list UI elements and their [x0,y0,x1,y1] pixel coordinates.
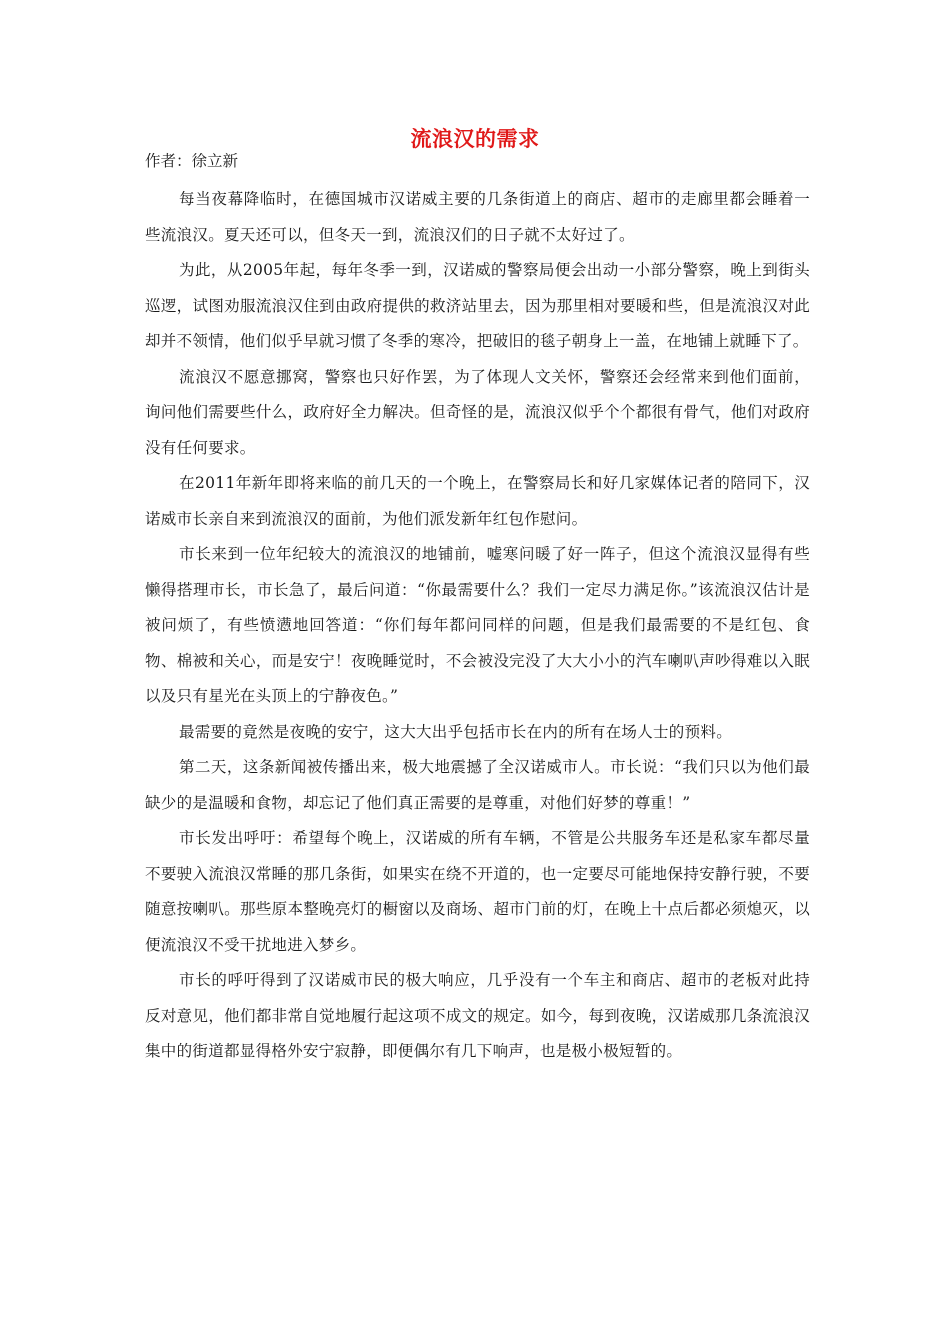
article-body [145,182,810,1070]
paragraph: 为此，从2005年起，每年冬季一到，汉诺威的警察局便会出动一小部分警察，晚上到街头巡逻，试图劝服流浪汉住到由政府提供的救济站里去，因为那里相对要暖和些，但是流浪汉对此却并不领情，他们似乎早就习惯了冬季的寒冷，把破旧的毯子朝身上一盖，在地铺上就睡下了。 [145,261,810,350]
paragraph: 市长发出呼吁：希望每个晚上，汉诺威的所有车辆，不管是公共服务车还是私家车都尽量不要驶入流浪汉常睡的那几条街，如果实在绕不开道的，也一定要尽可能地保持安静行驶，不要随意按喇叭。那些原本整晚亮灯的橱窗以及商场、超市门前的灯，在晚上十点后都必须熄灭，以便流浪汉不受干扰地进入梦乡。 [145,829,810,954]
paragraph: 市长来到一位年纪较大的流浪汉的地铺前，嘘寒问暖了好一阵子，但这个流浪汉显得有些懒得搭理市长，市长急了，最后问道：“你最需要什么？我们一定尽力满足你。”该流浪汉估计是被问烦了，有些愤懑地回答道：“你们每年都问同样的问题，但是我们最需要的不是红包、食物、棉被和关心，而是安宁！夜晚睡觉时，不会被没完没了大大小小的汽车喇叭声吵得难以入眠以及只有星光在头顶上的宁静夜色。” [145,545,810,705]
article-title: 流浪汉的需求 [410,127,540,151]
paragraph: 每当夜幕降临时，在德国城市汉诺威主要的几条街道上的商店、超市的走廊里都会睡着一些流浪汉。夏天还可以，但冬天一到，流浪汉们的日子就不太好过了。 [145,190,810,244]
paragraph: 流浪汉不愿意挪窝，警察也只好作罢，为了体现人文关怀，警察还会经常来到他们面前，询问他们需要些什么，政府好全力解决。但奇怪的是，流浪汉似乎个个都很有骨气，他们对政府没有任何要求。 [145,367,810,457]
paragraph: 最需要的竟然是夜晚的安宁，这大大出乎包括市长在内的所有在场人士的预料。 [179,722,733,741]
paragraph: 第二天，这条新闻被传播出来，极大地震撼了全汉诺威市人。市长说：“我们只以为他们最缺少的是温暖和食物，却忘记了他们真正需要的是尊重，对他们好梦的尊重！” [145,758,810,812]
paragraph: 市长的呼吁得到了汉诺威市民的极大响应，几乎没有一个车主和商店、超市的老板对此持反对意见，他们都非常自觉地履行起这项不成文的规定。如今，每到夜晚，汉诺威那几条流浪汉集中的街道都显得格外安宁寂静，即便偶尔有几下响声，也是极小极短暂的。 [145,971,810,1060]
paragraph: 在2011年新年即将来临的前几天的一个晚上，在警察局长和好几家媒体记者的陪同下，汉诺威市长亲自来到流浪汉的面前，为他们派发新年红包作慰问。 [145,474,810,528]
author-line: 作者：徐立新 [145,152,239,170]
